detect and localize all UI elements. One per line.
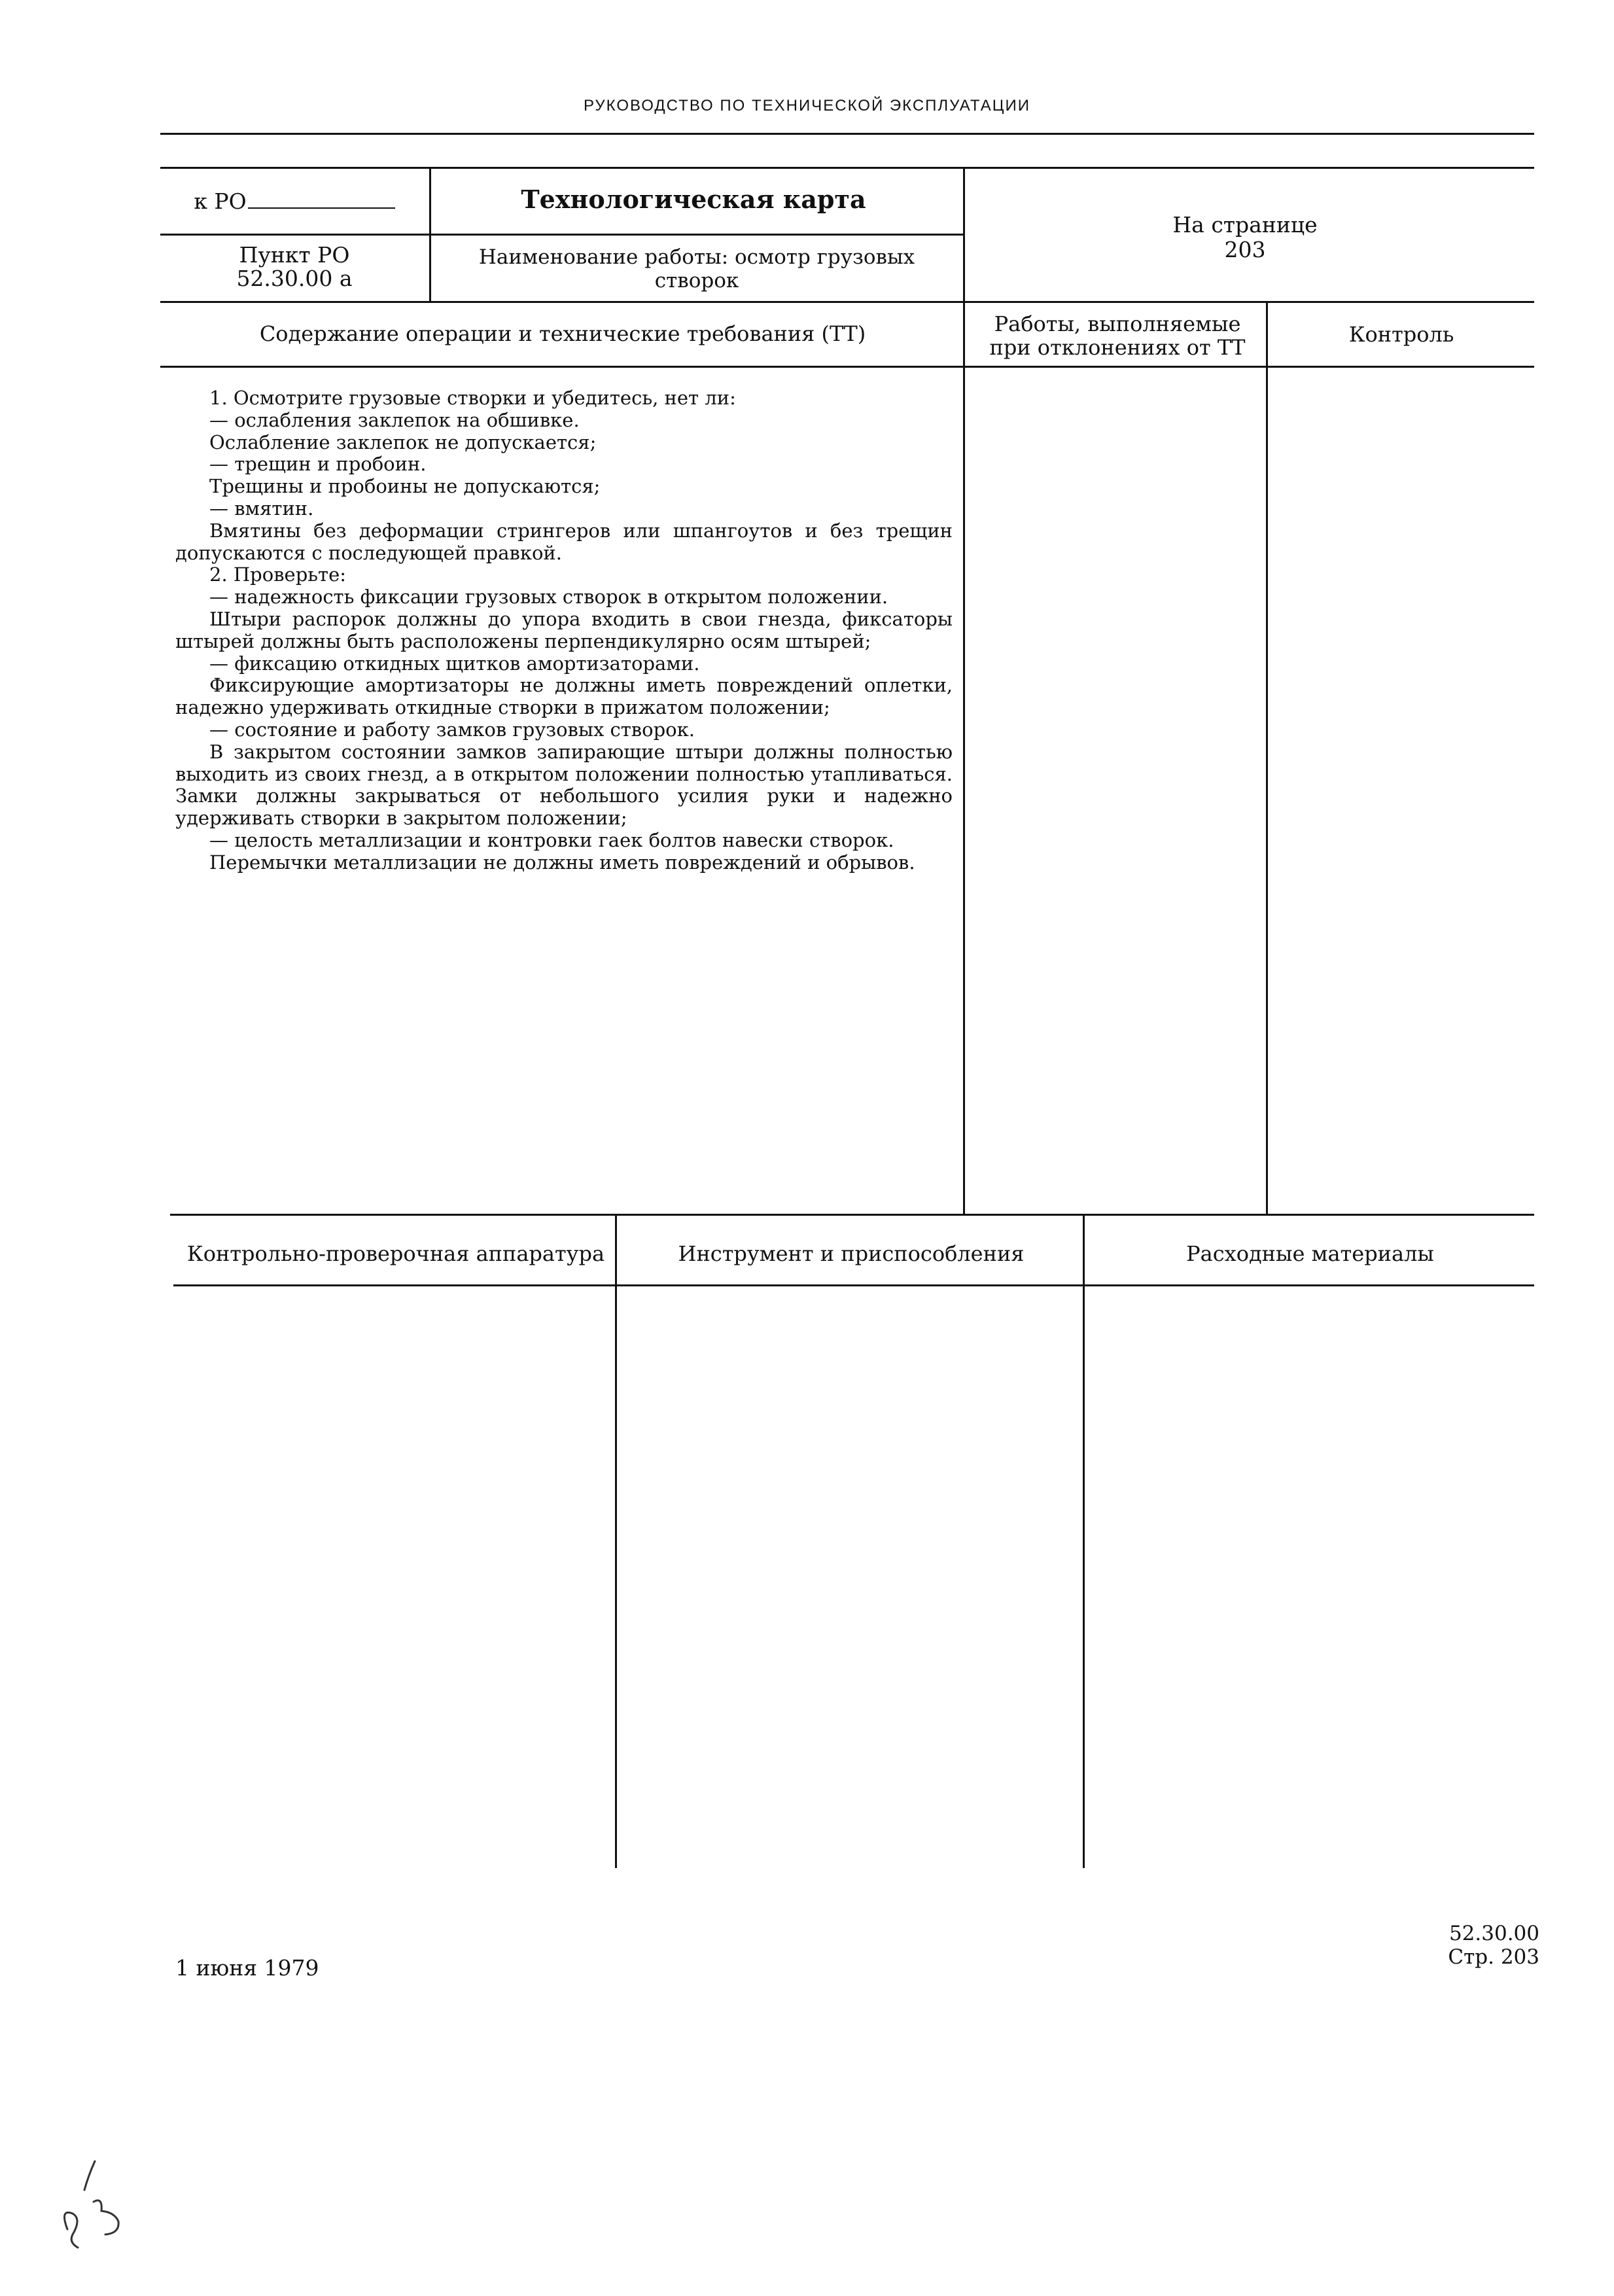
- ro-item-label: Пункт РО: [239, 242, 350, 268]
- body-line: Фиксирующие амортизаторы не должны иметь повреждений оплетки, надежно удерживать откидные створки в прижатом положении;: [175, 674, 953, 719]
- lower-table-top-rule: [170, 1214, 1534, 1216]
- body-line: Штыри распорок должны до упора входить в свои гнезда, фиксаторы штырей должны быть расположены перпендикулярно осям штырей;: [175, 607, 953, 652]
- column-header-tools: Инструмент и приспособления: [678, 1241, 1025, 1266]
- body-line: — ослабления заклепок на обшивке.: [209, 408, 580, 431]
- column-header-control: Контроль: [1348, 322, 1454, 347]
- running-header: РУКОВОДСТВО ПО ТЕХНИЧЕСКОЙ ЭКСПЛУАТАЦИИ: [583, 97, 1031, 115]
- handwritten-mark-icon: [56, 2156, 141, 2261]
- card-title: Технологическая карта: [521, 185, 866, 214]
- ro-reference-blank: [248, 189, 395, 209]
- page-reference-label: На странице: [1172, 212, 1318, 238]
- column-header-deviation-line-2: при отклонениях от ТТ: [989, 335, 1246, 360]
- body-line: — фиксацию откидных щитков амортизаторами.: [209, 652, 700, 675]
- top-rule: [160, 133, 1534, 135]
- column-header-content: Содержание операции и технические требования (ТТ): [259, 321, 866, 346]
- body-line: Вмятины без деформации стрингеров или шпангоутов и без трещин допускаются с последующей правкой.: [175, 519, 953, 564]
- card-top-rule: [160, 167, 1534, 169]
- page-reference-number: 203: [1224, 237, 1266, 262]
- lower-divider-2: [1083, 1214, 1085, 1868]
- column-header-equipment: Контрольно-проверочная аппаратура: [186, 1241, 605, 1266]
- page-reference: [967, 213, 1523, 262]
- body-line: 2. Проверьте:: [209, 563, 347, 586]
- footer-page-code: [1374, 1922, 1539, 1969]
- body-line: Ослабление заклепок не допускается;: [209, 431, 597, 453]
- operation-requirements-text: [175, 387, 953, 874]
- body-line: — трещин и пробоин.: [209, 453, 427, 476]
- body-line: — надежность фиксации грузовых створок в открытом положении.: [209, 586, 888, 609]
- column-header-rule: [160, 366, 1534, 368]
- body-line: Трещины и пробоины не допускаются;: [209, 475, 601, 498]
- body-line: — вмятин.: [209, 497, 314, 520]
- body-line: — целость металлизации и контровки гаек болтов навески створок.: [209, 828, 894, 851]
- footer-date: 1 июня 1979: [175, 1955, 319, 1981]
- body-line: — состояние и работу замков грузовых створок.: [209, 718, 695, 741]
- body-line: В закрытом состоянии замков запирающие штыри должны полностью выходить из своих гнезд, а в открытом положении полностью утапливаться. Замки должны закрываться от небольшого усилия руки и надежно удерживать створки в закрытом положении;: [175, 740, 953, 830]
- footer-section-code: 52.30.00: [1448, 1922, 1539, 1945]
- job-name-line-2: створок: [654, 269, 739, 292]
- footer-page-number: Стр. 203: [1448, 1945, 1539, 1969]
- job-name-line-1: Наименование работы: осмотр грузовых: [478, 245, 915, 269]
- ro-reference: [164, 188, 425, 214]
- column-header-materials: Расходные материалы: [1186, 1241, 1434, 1266]
- card-bottom-rule: [160, 301, 1534, 303]
- body-line: 1. Осмотрите грузовые створки и убедитесь, нет ли:: [209, 387, 736, 409]
- ro-reference-label: к РО: [194, 188, 247, 214]
- column-header-deviation-line-1: Работы, выполняемые: [994, 311, 1241, 336]
- job-name: [432, 245, 962, 292]
- body-line: Перемычки металлизации не должны иметь повреждений и обрывов.: [209, 851, 915, 874]
- card-mid-rule: [160, 234, 965, 236]
- ro-item-code: 52.30.00 а: [236, 266, 353, 291]
- ro-item: [164, 243, 425, 291]
- column-header-deviation: [967, 312, 1268, 359]
- lower-divider-1: [615, 1214, 617, 1868]
- card-divider-left: [429, 167, 431, 301]
- lower-header-rule: [173, 1284, 1534, 1286]
- column-divider-1: [963, 167, 965, 1214]
- column-divider-2: [1266, 301, 1268, 1214]
